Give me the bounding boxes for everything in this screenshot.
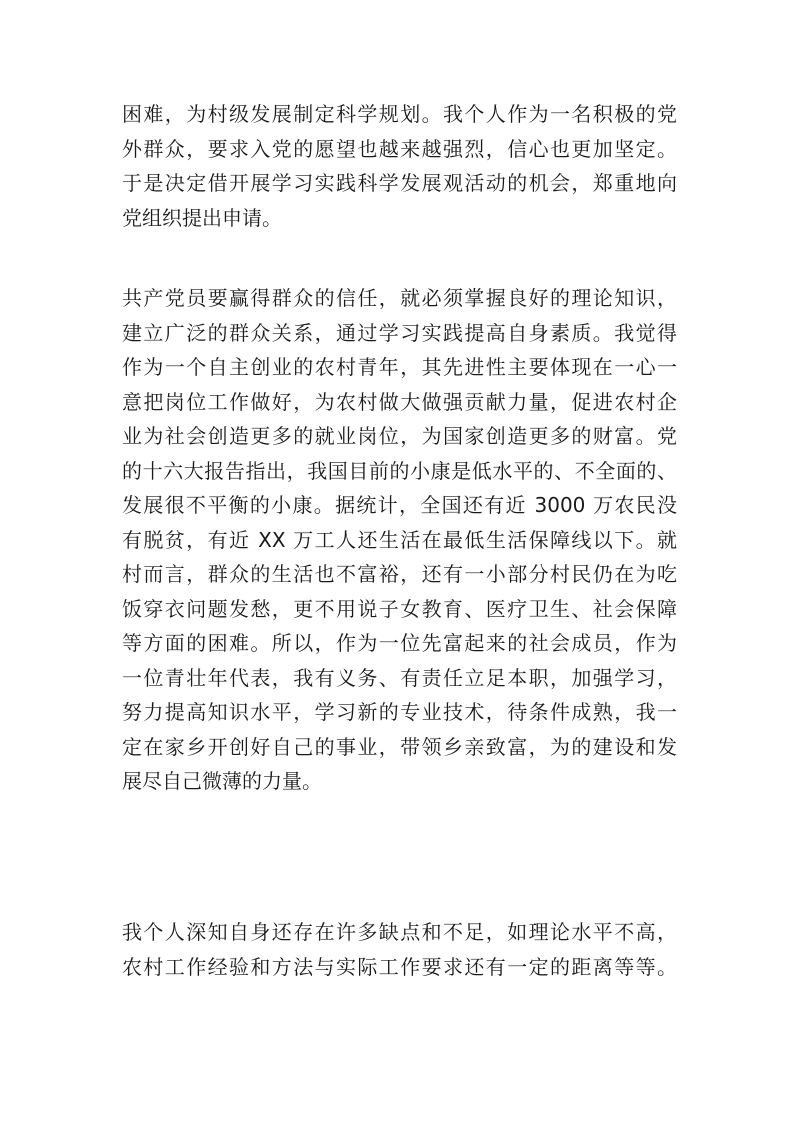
text-line: 饭穿衣问题发愁，更不用说子女教育、医疗卫生、社会保障 [122,596,677,621]
text-line: 于是决定借开展学习实践科学发展观活动的机会，郑重地向 [122,171,677,195]
text-line: 定在家乡开创好自己的事业，带领乡亲致富，为的建设和发 [122,734,677,759]
text-line: 党组织提出申请。 [122,205,282,230]
text-line: 农村工作经验和方法与实际工作要求还有一定的距离等等。 [122,954,677,979]
text-line: 有脱贫，有近 XX 万工人还生活在最低生活保障线以下。就 [122,527,677,552]
paragraph-1 [122,97,677,235]
text-line: 展尽自己微薄的力量。 [122,769,322,793]
text-line: 一位青壮年代表，我有义务、有责任立足本职，加强学习， [122,665,677,690]
text-line: 的十六大报告指出，我国目前的小康是低水平的、不全面的、 [122,458,677,483]
paragraph-3 [122,915,677,984]
text-line: 作为一个自主创业的农村青年，其先进性主要体现在一心一 [122,355,677,379]
paragraph-2 [122,281,677,799]
text-line: 努力提高知识水平，学习新的专业技术，待条件成熟，我一 [122,700,677,724]
text-line: 建立广泛的群众关系，通过学习实践提高自身素质。我觉得 [122,320,677,345]
text-line: 等方面的困难。所以，作为一位先富起来的社会成员，作为 [122,631,677,655]
text-line: 我个人深知自身还存在许多缺点和不足，如理论水平不高， [122,920,677,944]
text-line: 业为社会创造更多的就业岗位，为国家创造更多的财富。党 [122,424,677,448]
text-line: 村而言，群众的生活也不富裕，还有一小部分村民仍在为吃 [122,562,677,586]
text-line: 共产党员要赢得群众的信任，就必须掌握良好的理论知识， [122,286,677,310]
text-line: 发展很不平衡的小康。据统计，全国还有近 3000 万农民没 [122,493,677,517]
text-line: 困难，为村级发展制定科学规划。我个人作为一名积极的党 [122,102,677,126]
text-line: 外群众，要求入党的愿望也越来越强烈，信心也更加坚定。 [122,136,677,161]
text-line: 意把岗位工作做好，为农村做大做强贡献力量，促进农村企 [122,389,677,414]
